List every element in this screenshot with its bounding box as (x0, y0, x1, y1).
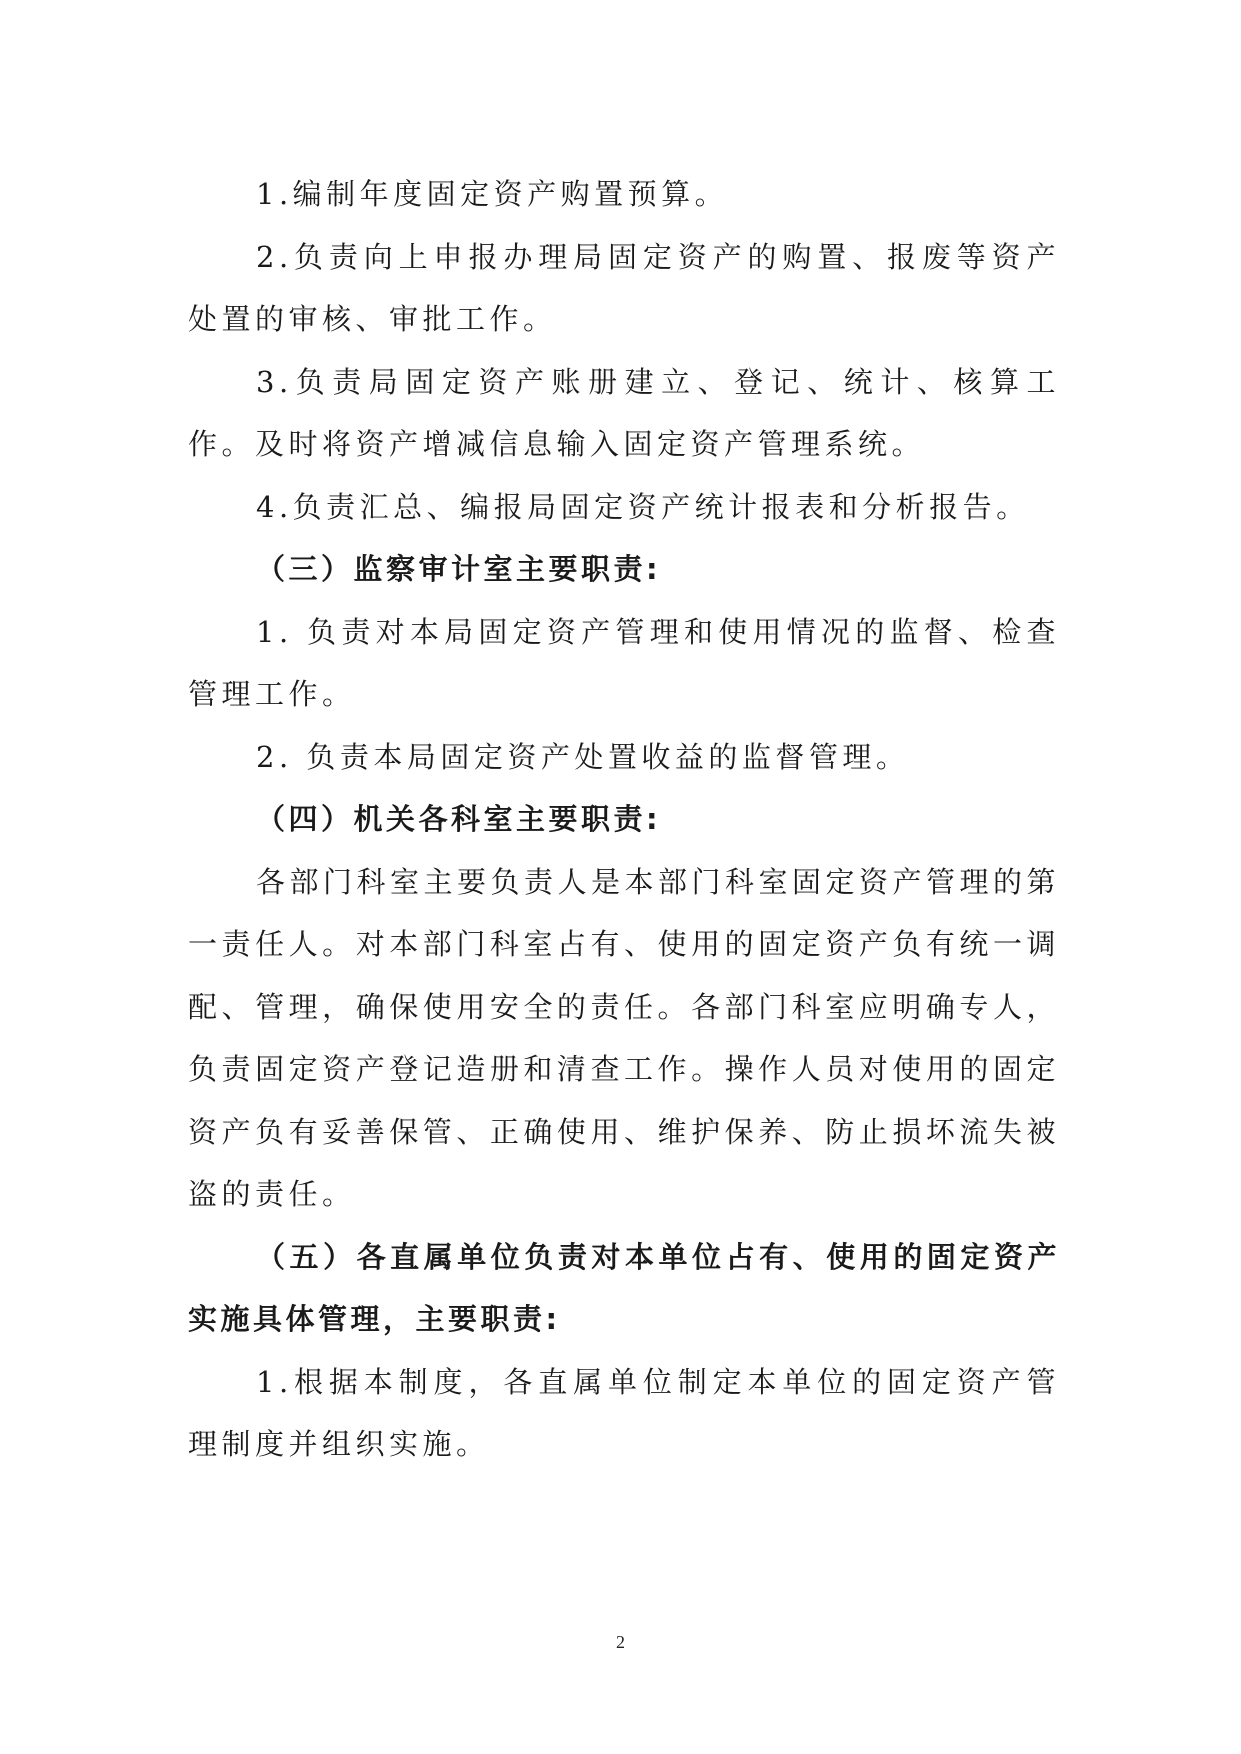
section-heading-departments: （四）机关各科室主要职责: (256, 802, 662, 836)
paragraph-audit-item-1: 1. 负责对本局固定资产管理和使用情况的监督、检查管理工作。 (188, 614, 1060, 711)
page-number: 2 (616, 1632, 625, 1652)
section-heading-subordinate-units: （五）各直属单位负责对本单位占有、使用的固定资产实施具体管理，主要职责: (188, 1239, 1060, 1336)
paragraph-audit-item-2: 2. 负责本局固定资产处置收益的监督管理。 (256, 739, 910, 774)
paragraph-item-3: 3.负责局固定资产账册建立、登记、统计、核算工作。及时将资产增减信息输入固定资产管理系统。 (188, 364, 1060, 461)
paragraph-item-4: 4.负责汇总、编报局固定资产统计报表和分析报告。 (256, 489, 1030, 524)
paragraph-item-1: 1.编制年度固定资产购置预算。 (256, 177, 729, 211)
section-heading-audit-office: （三）监察审计室主要职责: (256, 552, 662, 586)
document-body (188, 163, 1060, 1476)
paragraph-item-2: 2.负责向上申报办理局固定资产的购置、报废等资产处置的审核、审批工作。 (188, 239, 1060, 336)
paragraph-units-item-1: 1.根据本制度，各直属单位制定本单位的固定资产管理制度并组织实施。 (188, 1364, 1060, 1461)
paragraph-departments: 各部门科室主要负责人是本部门科室固定资产管理的第一责任人。对本部门科室占有、使用的固定资产负有统一调配、管理，确保使用安全的责任。各部门科室应明确专人，负责固定资产登记造册和清查工作。操作人员对使用的固定资产负有妥善保管、正确使用、维护保养、防止损坏流失被盗的责任。 (188, 864, 1061, 1211)
